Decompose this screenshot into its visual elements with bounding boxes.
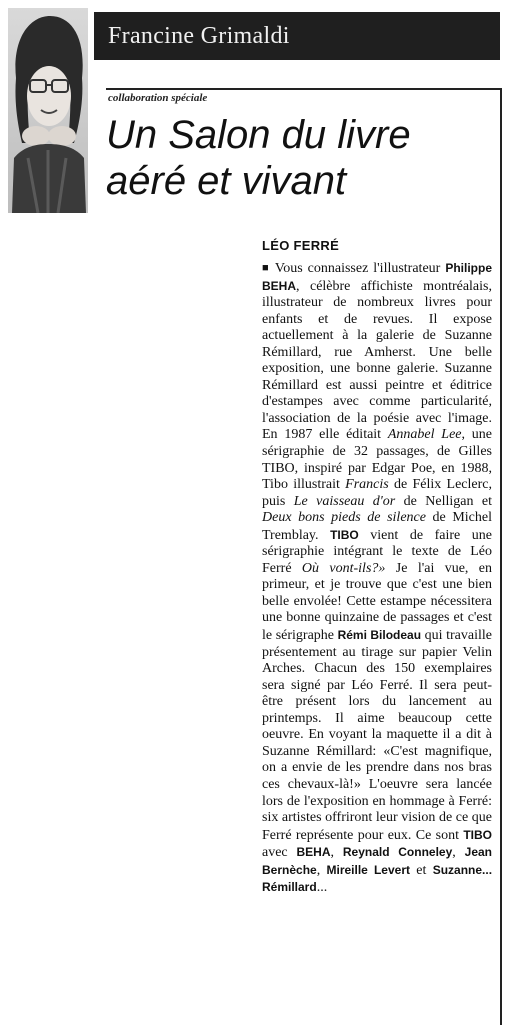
article-text: de Félix Leclerc, puis [262, 477, 492, 509]
article-title-italic: Deux bons pieds de silence [262, 510, 426, 526]
author-banner [94, 12, 500, 60]
headline-line-1: Un Salon du livre [106, 113, 411, 157]
section-title: LÉO FERRÉ [262, 238, 340, 253]
kicker-label: collaboration spéciale [108, 92, 208, 104]
author-photo [8, 8, 88, 213]
article-text: Je l'ai vue, en primeur, et je trouve que c'est une bien belle envolée! Cette estampe nécessitera une bonne quinzaine de passages et c'est le sérigraphe [262, 560, 493, 644]
article-name: TIBO [330, 527, 359, 542]
article-text: ... [316, 880, 328, 896]
article-text: avec [262, 845, 297, 861]
article-title-italic: Le vaisseau d'or [293, 493, 396, 509]
article-text: , [316, 862, 327, 878]
headline [106, 112, 496, 204]
article-name: TIBO [463, 827, 492, 842]
article-text: de Nelligan et [395, 493, 492, 509]
article-name: Suzanne... Rémillard [262, 862, 493, 895]
article-text: vient de faire une sérigraphie intégrant le texte de Léo Ferré [262, 527, 492, 576]
article-text: et [410, 862, 433, 878]
column-right-rule [500, 88, 502, 1025]
article-text: qui travaille présentement au tirage sur papier Velin Arches. Chacun des 150 exemplaires sera signé par Léo Ferré. Il sera peut-être présent lors du lancement au printemps. Il aime beaucoup cette oeuvre. En voyant la maquette il a dit à Suzanne Rémillard: «C'est magnifique, on a envie de les prendre dans nos bras ces chevaux-là!» L'oeuvre sera lancée lors de l'exposition en hommage à Ferré: six artistes offriront leur vision de ce que Ferré représente pour eux. Ce sont [262, 628, 492, 843]
author-name: Francine Grimaldi [108, 23, 290, 49]
article-name: Reynald Conneley [342, 845, 453, 860]
article-text: Vous connaissez l'illustrateur [274, 261, 446, 276]
headline-line-2: aéré et vivant [106, 159, 347, 203]
article-text: , célèbre affichiste montréalais, illustrateur de nombreux livres pour enfants et de revues. Il expose actuellement à la galerie de Suzanne Rémillard, rue Amherst. Une belle exposition, une bonne galerie. Suzanne Rémillard est aussi peintre et éditrice d'estampes avec comme particularité, l'association de la poésie avec l'image. En 1987 elle éditait [262, 278, 492, 443]
article-name: Philippe BEHA [262, 261, 492, 293]
article-title-italic: Francis [345, 477, 389, 493]
article-name: Mireille Levert [326, 862, 410, 877]
article-text: , [452, 845, 465, 861]
article-name: BEHA [296, 845, 331, 860]
article-text: , [330, 845, 343, 861]
article-title-italic: Annabel Lee [387, 427, 462, 443]
bullet-square-icon: ■ [262, 262, 271, 274]
article-text: , une sérigraphie de 32 passages, de Gilles TIBO, inspiré par Edgar Poe, en 1988, Tibo illustrait [262, 427, 493, 493]
header-top-rule [106, 88, 502, 90]
article-title-italic: Où vont-ils?» [301, 560, 386, 576]
article-body [262, 260, 492, 897]
article-name: Rémi Bilodeau [337, 628, 422, 643]
article-name: Jean Bernèche [262, 845, 492, 877]
article-text: de Michel Tremblay. [262, 510, 493, 543]
author-portrait-image [8, 8, 88, 213]
